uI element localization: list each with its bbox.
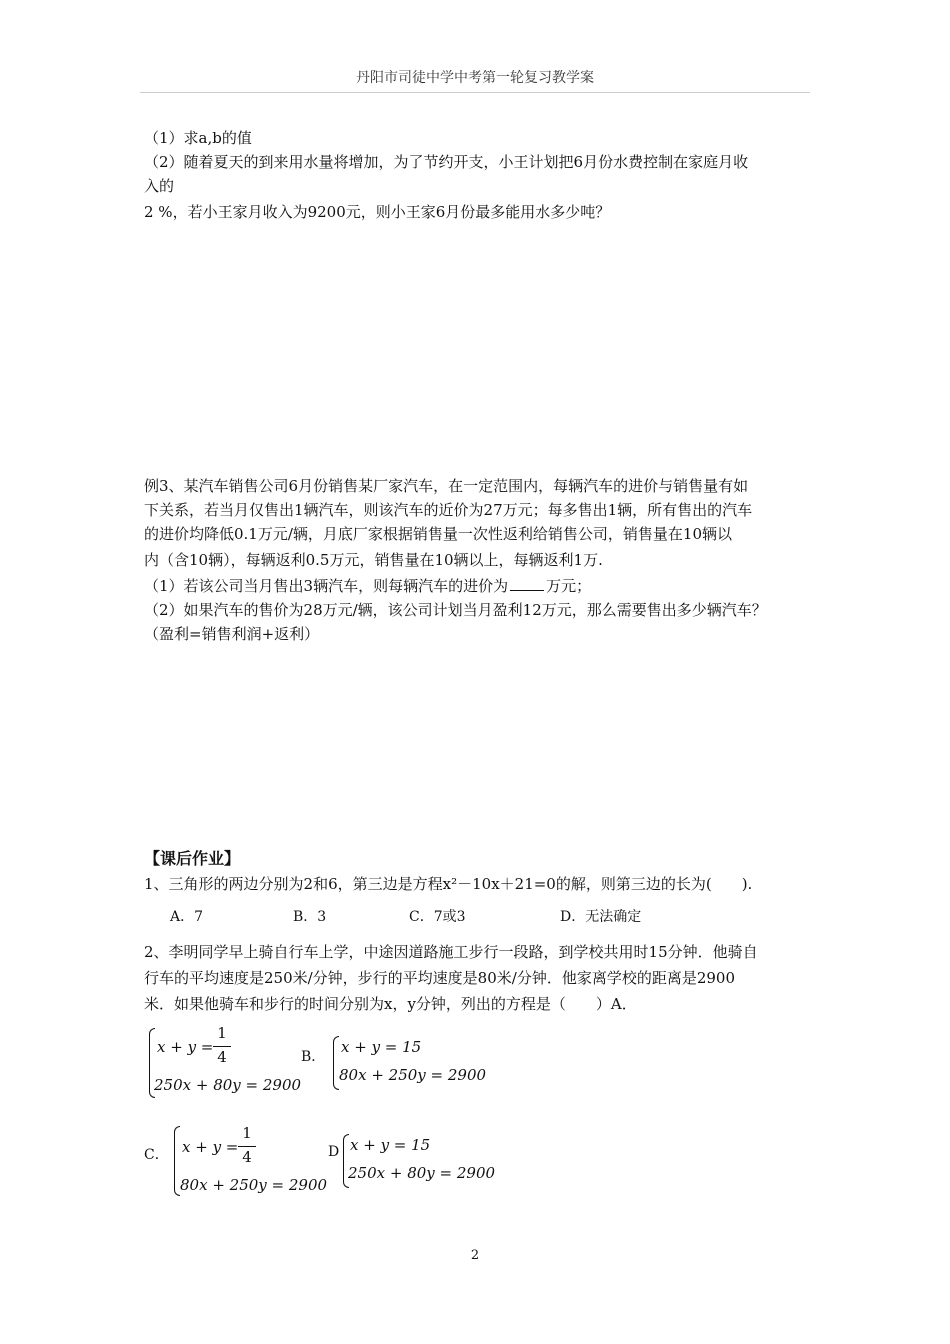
homework-q1-option-d: D．无法确定 xyxy=(560,909,642,925)
homework-title: 【课后作业】 xyxy=(144,849,241,868)
eq-a-numerator: 1 xyxy=(217,1024,227,1042)
eq-a-denominator: 4 xyxy=(217,1048,227,1066)
page-header: 丹阳市司徒中学中考第一轮复习教学案 xyxy=(356,70,594,86)
homework-q1-option-b: B．3 xyxy=(293,909,327,925)
eq-b-bottom: 80x + 250y = 2900 xyxy=(339,1066,487,1084)
page-number: 2 xyxy=(470,1248,480,1263)
example3-line1: 例3、某汽车销售公司6月份销售某厂家汽车，在一定范围内，每辆汽车的进价与销售量有如 xyxy=(144,477,749,495)
fraction-bar xyxy=(238,1146,256,1147)
header-rule xyxy=(140,92,810,93)
homework-q2-line2: 行车的平均速度是250米/分钟，步行的平均速度是80米/分钟．他家离学校的距离是2900 xyxy=(144,969,736,987)
question-2-line1: （2）随着夏天的到来用水量将增加，为了节约开支，小王计划把6月份水费控制在家庭月收 xyxy=(144,153,749,171)
example3-line3: 的进价均降低0.1万元/辆，月底厂家根据销售量一次性返利给销售公司，销售量在10辆以 xyxy=(144,525,732,543)
question-1: （1）求a,b的值 xyxy=(144,129,252,147)
fraction-bar xyxy=(213,1046,231,1047)
example3-q2: （2）如果汽车的售价为28万元/辆，该公司计划当月盈利12万元，那么需要售出多少辆汽车？ xyxy=(144,601,767,619)
answer-blank xyxy=(510,576,544,591)
example3-q1-unit: 万元； xyxy=(546,577,592,595)
option-c-label: C． xyxy=(144,1147,169,1163)
example3-q2-note: （盈利=销售利润+返利） xyxy=(144,625,320,643)
homework-q1-option-a: A．7 xyxy=(170,909,204,925)
eq-d-bottom: 250x + 80y = 2900 xyxy=(348,1164,496,1182)
question-2-line2: 入的 xyxy=(144,177,175,195)
eq-c-denominator: 4 xyxy=(242,1148,252,1166)
question-2-line3: 2 %，若小王家月收入为9200元，则小王家6月份最多能用水多少吨？ xyxy=(144,203,611,221)
eq-a-top: x + y = xyxy=(157,1038,214,1056)
homework-q2-line1: 2、李明同学早上骑自行车上学，中途因道路施工步行一段路，到学校共用时15分钟．他骑自 xyxy=(144,943,758,961)
eq-c-numerator: 1 xyxy=(242,1124,252,1142)
homework-q1-stem: 1、三角形的两边分别为2和6，第三边是方程x²－10x＋21=0的解，则第三边的长为( ). xyxy=(144,875,753,893)
example3-line2: 下关系，若当月仅售出1辆汽车，则该汽车的近价为27万元；每多售出1辆，所有售出的汽车 xyxy=(144,501,753,519)
eq-d-top: x + y = 15 xyxy=(350,1136,431,1154)
eq-a-bottom: 250x + 80y = 2900 xyxy=(154,1076,302,1094)
homework-q2-line3: 米．如果他骑车和步行的时间分别为x，y分钟，列出的方程是（ ）A． xyxy=(144,995,637,1013)
homework-q1-option-c: C．7或3 xyxy=(409,909,466,925)
example3-line4: 内（含10辆），每辆返利0.5万元，销售量在10辆以上，每辆返利1万. xyxy=(144,551,603,569)
eq-c-top: x + y = xyxy=(182,1138,239,1156)
option-d-label: D xyxy=(328,1144,340,1160)
option-b-label: B． xyxy=(301,1049,326,1065)
eq-c-bottom: 80x + 250y = 2900 xyxy=(180,1176,328,1194)
example3-q1-text: （1）若该公司当月售出3辆汽车，则每辆汽车的进价为 xyxy=(144,577,509,595)
eq-b-top: x + y = 15 xyxy=(341,1038,422,1056)
example3-q1 xyxy=(144,574,591,598)
